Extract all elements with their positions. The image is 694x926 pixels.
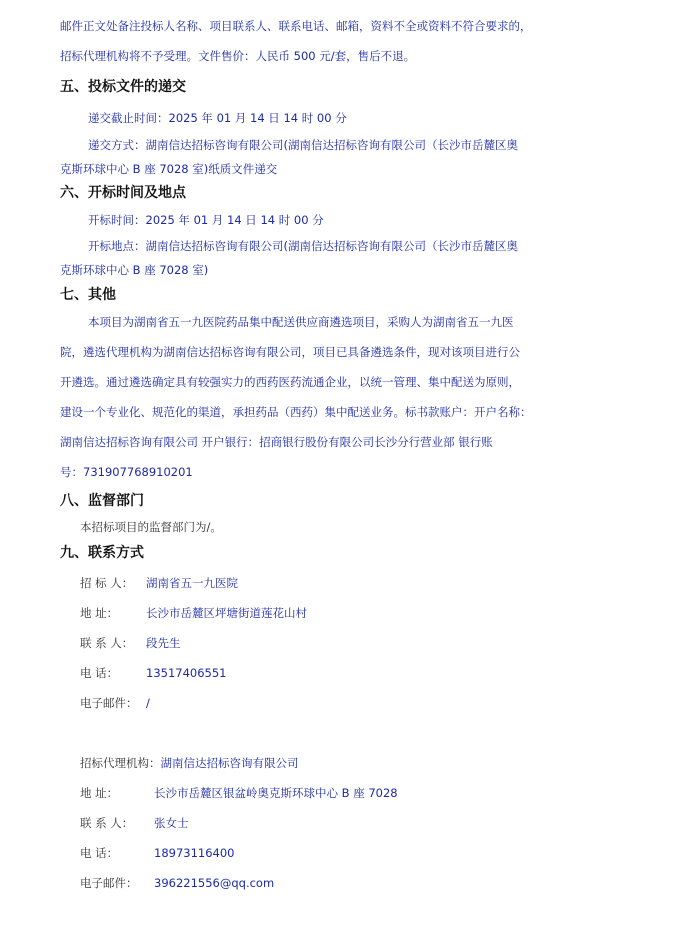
other-line-4: 建设一个专业化、规范化的渠道，承担药品（西药）集中配送业务。标书款账户：开户名称：	[60, 405, 532, 419]
agency-contact: 张女士	[154, 816, 189, 830]
buyer-address-label: 地 址：	[80, 606, 119, 620]
section-6-heading: 六、开标时间及地点	[60, 185, 186, 201]
agency-address: 长沙市岳麓区银盆岭奥克斯环球中心 B 座 7028	[154, 786, 398, 800]
agency-address-row	[80, 785, 398, 801]
submission-method-line-1: 递交方式：湖南信达招标咨询有限公司(湖南信达招标咨询有限公司（长沙市岳麓区奥	[88, 138, 518, 152]
buyer-address-row	[80, 605, 307, 621]
buyer-name-label: 招 标 人：	[80, 576, 134, 590]
other-line-1: 本项目为湖南省五一九医院药品集中配送供应商遴选项目，采购人为湖南省五一九医	[88, 315, 514, 329]
agency-contact-label: 联 系 人：	[80, 816, 134, 830]
buyer-email-row	[80, 695, 150, 711]
agency-name: 湖南信达招标咨询有限公司	[160, 756, 299, 770]
agency-name-label: 招标代理机构：	[80, 756, 161, 770]
buyer-name-row	[80, 575, 238, 591]
buyer-phone-label: 电 话：	[80, 666, 119, 680]
agency-phone-row	[80, 845, 234, 861]
submission-deadline: 递交截止时间：2025 年 01 月 14 日 14 时 00 分	[88, 111, 347, 125]
opening-place-line-1: 开标地点：湖南信达招标咨询有限公司(湖南信达招标咨询有限公司（长沙市岳麓区奥	[88, 239, 518, 253]
agency-phone-label: 电 话：	[80, 846, 119, 860]
buyer-contact-row	[80, 635, 181, 651]
section-5-heading: 五、投标文件的递交	[60, 79, 186, 95]
other-line-5: 湖南信达招标咨询有限公司 开户银行：招商银行股份有限公司长沙分行营业部 银行账	[60, 435, 493, 449]
agency-address-label: 地 址：	[80, 786, 119, 800]
intro-line-1: 邮件正文处备注投标人名称、项目联系人、联系电话、邮箱，资料不全或资料不符合要求的，	[60, 19, 532, 33]
agency-email: 396221556@qq.com	[154, 876, 275, 890]
buyer-address: 长沙市岳麓区坪塘街道莲花山村	[146, 606, 307, 620]
other-line-6: 号：731907768910201	[60, 465, 193, 479]
other-line-3: 开遴选。通过遴选确定具有较强实力的西药医药流通企业，以统一管理、集中配送为原则，	[60, 375, 520, 389]
section-9-heading: 九、联系方式	[60, 545, 144, 561]
agency-contact-row	[80, 815, 189, 831]
opening-place-line-2: 克斯环球中心 B 座 7028 室)	[60, 263, 209, 277]
buyer-phone-row	[80, 665, 226, 681]
supervision-text: 本招标项目的监督部门为/。	[80, 520, 222, 534]
buyer-email: /	[146, 696, 150, 710]
other-line-2: 院，遴选代理机构为湖南信达招标咨询有限公司，项目已具备遴选条件，现对该项目进行公	[60, 345, 520, 359]
buyer-contact: 段先生	[146, 636, 181, 650]
submission-method-line-2: 克斯环球中心 B 座 7028 室)纸质文件递交	[60, 162, 278, 176]
buyer-email-label: 电子邮件：	[80, 696, 138, 710]
section-8-heading: 八、监督部门	[60, 493, 144, 509]
section-7-heading: 七、其他	[60, 287, 116, 303]
agency-email-row	[80, 875, 274, 891]
opening-time: 开标时间：2025 年 01 月 14 日 14 时 00 分	[88, 213, 324, 227]
agency-name-row	[80, 755, 299, 771]
buyer-phone: 13517406551	[146, 666, 227, 680]
agency-email-label: 电子邮件：	[80, 876, 138, 890]
buyer-name: 湖南省五一九医院	[146, 576, 238, 590]
buyer-contact-label: 联 系 人：	[80, 636, 134, 650]
intro-line-2: 招标代理机构将不予受理。文件售价：人民币 500 元/套，售后不退。	[60, 49, 416, 63]
agency-phone: 18973116400	[154, 846, 235, 860]
